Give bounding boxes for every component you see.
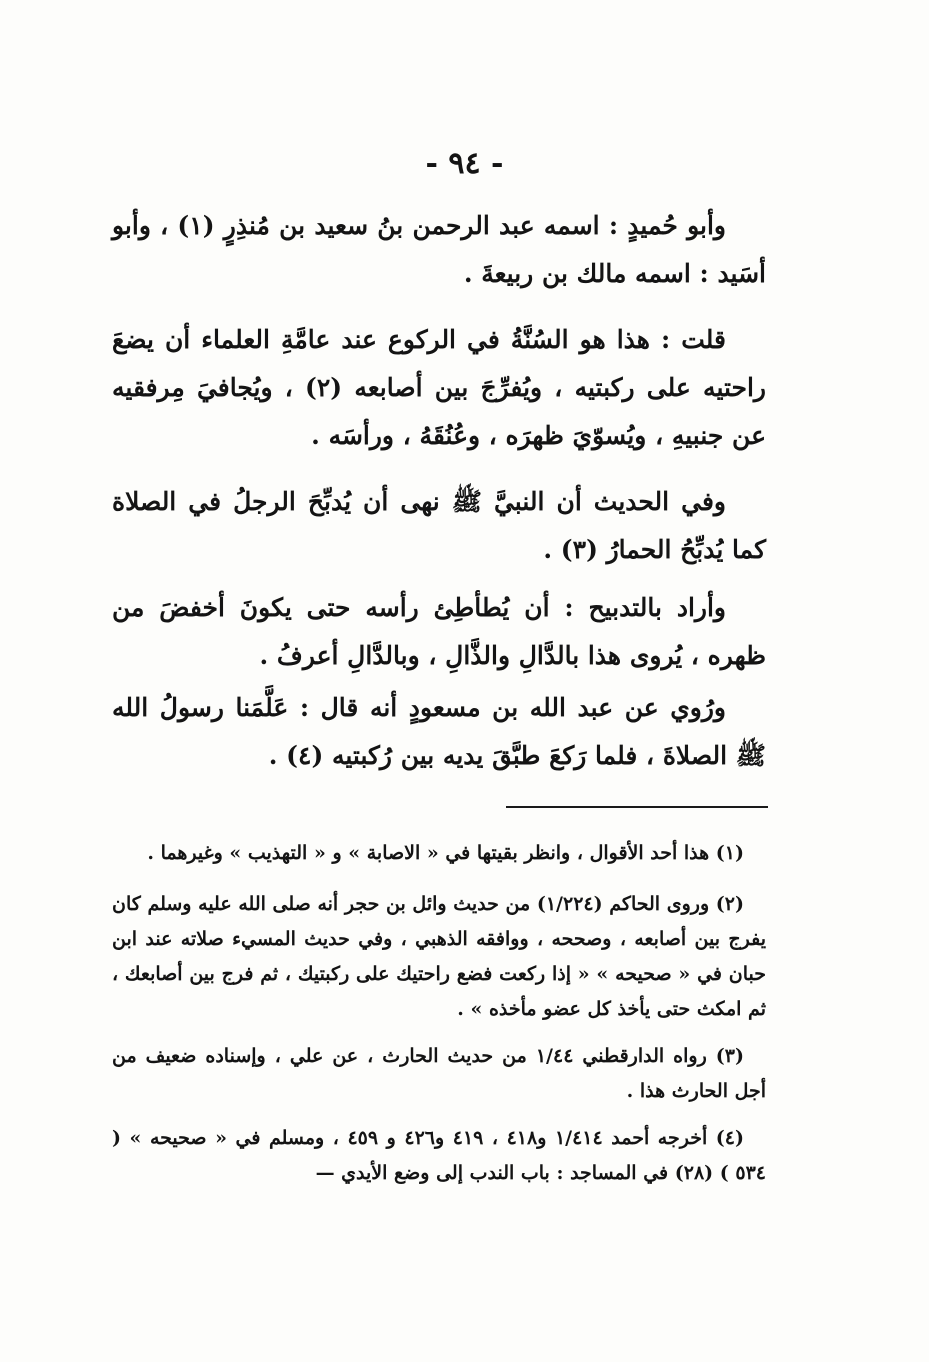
paragraph-2: قلت : هذا هو السُنَّةُ في الركوع عند عامَّةِ العلماء أن يضعَ راحتيه على ركبتيه ، ويُفرِّجَ بين أصابعه (٢) ، ويُجافيَ مِرفقيه عن جنبيهِ ، ويُسوّيَ ظهرَه ، وعُنُقَهُ ، ورأسَه . xyxy=(112,325,767,450)
paragraph-4: وأراد بالتدبيح : أن يُطأطِئ رأسه حتى يكونَ أخفضَ من ظهره ، يُروى هذا بالدَّالِ والذَّالِ ، وبالدَّالِ أعرفُ . xyxy=(112,593,766,670)
footnote-3: (٣) رواه الدارقطني ١/٤٤ من حديث الحارث ، عن علي ، وإسناده ضعيف من أجل الحارث هذا . xyxy=(112,1045,766,1102)
footnotes xyxy=(112,836,766,1191)
paragraph-5: ورُوي عن عبد الله بن مسعودٍ أنه قال : عَلَّمَنا رسولُ الله ﷺ الصلاةَ ، فلما رَكعَ طبَّقَ يديه بين رُكبتيه (٤) . xyxy=(112,693,766,770)
footnote-separator xyxy=(506,806,768,808)
footnote-2: (٢) وروى الحاكم (١/٢٢٤) من حديث وائل بن حجر أنه صلى الله عليه وسلم كان يفرج بين أصابعه ، وصححه ، ووافقه الذهبي ، وفي حديث المسيء صلاته عند ابن حبان في « صحيحه » « إذا ركعت فضع راحتيك على ركبتيك ، ثم فرج بين أصابعك ، ثم امكث حتى يأخذ كل عضو مأخذه » . xyxy=(112,893,766,1020)
page-number: - ٩٤ - xyxy=(425,146,504,181)
paragraph-1: وأبو حُميدٍ : اسمه عبد الرحمن بنُ سعيد بن مُنذِرٍ (١) ، وأبو أسَيد : اسمه مالك بن ربيعةَ . xyxy=(112,211,766,288)
footnote-4: (٤) أخرجه أحمد ١/٤١٤ و٤١٨ ، ٤١٩ و٤٢٦ و ٤٥٩ ، ومسلم في « صحيحه » ( ٥٣٤ ) (٢٨) في المساجد : باب الندب إلى وضع الأيدي — xyxy=(112,1127,766,1184)
paragraph-3: وفي الحديث أن النبيَّ ﷺ نهى أن يُدبِّحَ الرجلُ في الصلاة كما يُدبِّحُ الحمارُ (٣) . xyxy=(112,487,766,564)
main-text xyxy=(112,202,766,780)
footnote-1: (١) هذا أحد الأقوال ، وانظر بقيتها في « الاصابة » و « التهذيب » وغيرهما . xyxy=(147,842,744,864)
